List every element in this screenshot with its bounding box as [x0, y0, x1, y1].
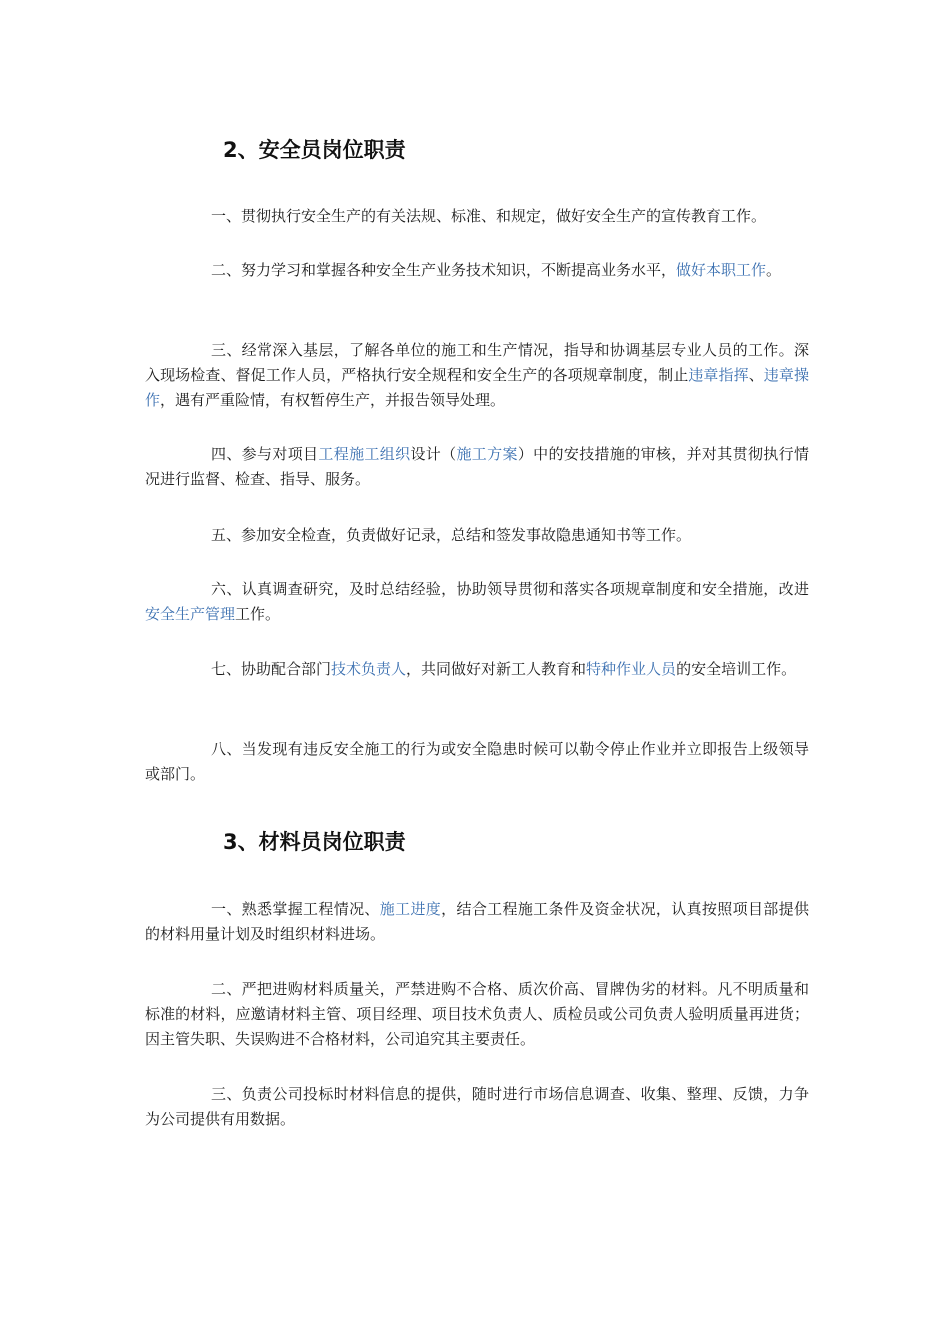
paragraph-text: 的安全培训工作。: [676, 660, 797, 678]
paragraph-text: 三、经常深入基层，了解各单位的施工和生产情况，指导和协调基层专业人员的工作。深入现场检查、督促工作人员，严格执行安全规程和安全生产的各项规章制度，制止: [145, 341, 809, 384]
paragraph: [145, 1082, 809, 1132]
paragraph: [145, 977, 809, 1052]
paragraph: [145, 577, 809, 627]
inline-link[interactable]: 安全生产管理: [145, 605, 236, 623]
paragraph-text: 。: [766, 261, 782, 279]
paragraph-text: 二、严把进购材料质量关，严禁进购不合格、质次价高、冒牌伪劣的材料。凡不明质量和标准的材料，应邀请材料主管、项目经理、项目技术负责人、质检员或公司负责人验明质量再进货；因主管失职、失误购进不合格材料，公司追究其主要责任。: [145, 980, 809, 1048]
paragraph-text: ）中的安技措施的审核，并对其贯彻执行情况进行监督、检查、指导、服务。: [145, 445, 809, 488]
paragraph-text: ，结合工程施工条件及资金状况，认真按照项目部提供的材料用量计划及时组织材料进场。: [145, 900, 809, 943]
paragraph-text: 、: [748, 366, 764, 384]
paragraph-text: 七、协助配合部门: [211, 660, 332, 678]
paragraph-text: 四、参与对项目: [211, 445, 319, 463]
paragraph-text: 五、参加安全检查，负责做好记录，总结和签发事故隐患通知书等工作。: [211, 526, 692, 544]
paragraph-text: 八、当发现有违反安全施工的行为或安全隐患时候可以勒令停止作业并立即报告上级领导或部门。: [145, 740, 809, 783]
paragraph-text: 设计（: [410, 445, 457, 463]
paragraph-text: ，共同做好对新工人教育和: [406, 660, 587, 678]
paragraph: [145, 897, 809, 947]
paragraph-text: 二、努力学习和掌握各种安全生产业务技术知识，不断提高业务水平，: [211, 261, 677, 279]
paragraph: [145, 523, 809, 548]
paragraph: [145, 737, 809, 787]
paragraph-text: 一、熟悉掌握工程情况、: [211, 900, 380, 918]
inline-link[interactable]: 违章操作: [145, 366, 809, 409]
section-title: 3、材料员岗位职责: [223, 830, 406, 854]
paragraph: [145, 338, 809, 413]
paragraph-text: 一、贯彻执行安全生产的有关法规、标准、和规定，做好安全生产的宣传教育工作。: [211, 207, 767, 225]
paragraph: [145, 657, 809, 682]
inline-link[interactable]: 施工方案: [456, 445, 518, 463]
paragraph-text: 六、认真调查研究，及时总结经验，协助领导贯彻和落实各项规章制度和安全措施，改进: [211, 580, 809, 598]
paragraph: [145, 442, 809, 492]
section-title: 2、安全员岗位职责: [223, 138, 406, 162]
paragraph: [145, 204, 809, 229]
paragraph-text: ，遇有严重险情，有权暂停生产，并报告领导处理。: [160, 391, 506, 409]
inline-link[interactable]: 做好本职工作: [676, 261, 767, 279]
paragraph-text: 三、负责公司投标时材料信息的提供，随时进行市场信息调查、收集、整理、反馈，力争为公司提供有用数据。: [145, 1085, 809, 1128]
inline-link[interactable]: 特种作业人员: [586, 660, 677, 678]
inline-link[interactable]: 技术负责人: [331, 660, 407, 678]
inline-link[interactable]: 违章指挥: [688, 366, 749, 384]
paragraph-text: 工作。: [235, 605, 281, 623]
paragraph: [145, 258, 809, 283]
inline-link[interactable]: 施工进度: [379, 900, 442, 918]
inline-link[interactable]: 工程施工组织: [318, 445, 411, 463]
